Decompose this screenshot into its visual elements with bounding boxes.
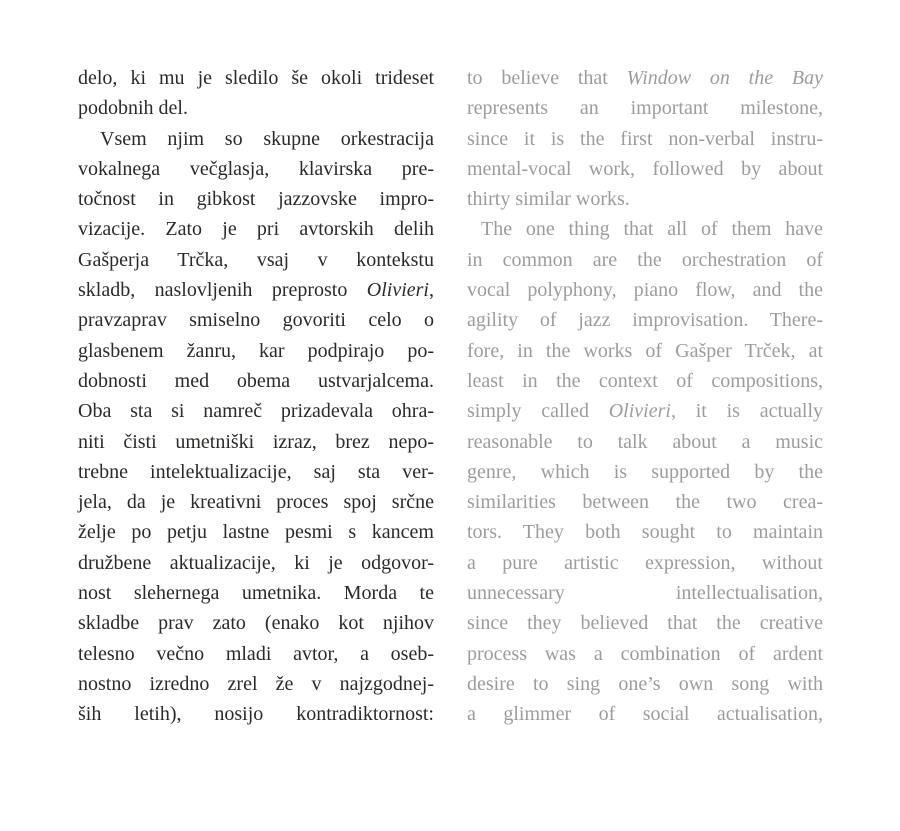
- text-segment: pravzaprav smiselno govoriti celo o: [78, 309, 434, 332]
- text-segment: a glimmer of social actualisation,: [467, 703, 823, 726]
- text-line: [78, 124, 434, 154]
- text-segment: reasonable to talk about a music: [467, 430, 823, 453]
- text-line: [78, 396, 434, 426]
- text-line: [78, 699, 434, 729]
- text-segment: thirty similar works.: [467, 188, 630, 211]
- text-segment: skladb, naslovljenih preprosto: [78, 279, 367, 302]
- text-line: [78, 245, 434, 275]
- text-segment: , it is actually: [670, 400, 823, 423]
- text-line: [467, 184, 823, 214]
- text-line: [467, 457, 823, 487]
- text-segment: vizacije. Zato je pri avtorskih delih: [78, 218, 434, 241]
- text-segment: podobnih del.: [78, 97, 188, 120]
- text-line: [78, 366, 434, 396]
- text-line: [467, 639, 823, 669]
- text-segment: glasbenem žanru, kar podpirajo po-: [78, 339, 434, 362]
- text-line: [78, 214, 434, 244]
- text-line: [78, 457, 434, 487]
- text-line: [467, 427, 823, 457]
- text-segment: želje po petju lastne pesmi s kancem: [78, 521, 434, 544]
- text-segment: nost slehernega umetnika. Morda te: [78, 582, 434, 605]
- italic-title: Window on the Bay: [626, 67, 823, 89]
- text-segment: mental-vocal work, followed by about: [467, 157, 823, 180]
- text-segment: družbene aktualizacije, ki je odgovor-: [78, 551, 434, 574]
- text-line: [78, 275, 434, 305]
- text-line: [467, 214, 823, 244]
- text-line: [467, 305, 823, 335]
- text-segment: trebne intelektualizacije, saj sta ver-: [78, 460, 434, 483]
- text-segment: simply called: [467, 400, 609, 423]
- italic-title: Olivieri: [608, 400, 671, 423]
- text-segment: unnecessary intellectualisation,: [467, 582, 823, 605]
- text-line: [78, 427, 434, 457]
- text-segment: telesno večno mladi avtor, a oseb-: [78, 642, 434, 665]
- text-line: [78, 578, 434, 608]
- text-line: [78, 487, 434, 517]
- text-segment: to believe that: [467, 67, 627, 89]
- text-segment: since they believed that the creative: [467, 612, 823, 635]
- text-line: [467, 396, 823, 426]
- text-segment: ših letih), nosijo kontradiktornost:: [78, 703, 434, 726]
- text-segment: nostno izredno zrel že v najzgodnej-: [78, 672, 434, 695]
- text-segment: similarities between the two crea-: [467, 491, 823, 514]
- text-line: [78, 63, 434, 93]
- text-segment: in common are the orchestration of: [467, 248, 823, 271]
- text-line: [467, 578, 823, 608]
- text-segment: jela, da je kreativni proces spoj srčne: [78, 491, 434, 514]
- text-line: [78, 154, 434, 184]
- text-line: [467, 517, 823, 547]
- text-line: [78, 305, 434, 335]
- text-segment: desire to sing one’s own song with: [467, 672, 823, 695]
- text-segment: a pure artistic expression, without: [467, 551, 823, 574]
- text-segment: Oba sta si namreč prizadevala ohra-: [78, 400, 434, 423]
- text-line: [467, 93, 823, 123]
- text-segment: represents an important milestone,: [467, 97, 823, 120]
- text-segment: skladbe prav zato (enako kot njihov: [78, 612, 434, 635]
- text-line: [78, 639, 434, 669]
- text-line: [78, 548, 434, 578]
- text-segment: The one thing that all of them have: [481, 218, 823, 241]
- text-line: [467, 366, 823, 396]
- text-segment: fore, in the works of Gašper Trček, at: [467, 339, 823, 362]
- text-line: [467, 669, 823, 699]
- text-line: [78, 608, 434, 638]
- text-segment: vokalnega večglasja, klavirska pre-: [78, 157, 434, 180]
- text-line: [78, 669, 434, 699]
- text-line: [467, 699, 823, 729]
- text-segment: tors. They both sought to maintain: [467, 521, 823, 544]
- text-line: [78, 184, 434, 214]
- text-segment: točnost in gibkost jazzovske impro-: [78, 188, 434, 211]
- text-line: [78, 517, 434, 547]
- text-line: [467, 608, 823, 638]
- text-line: [467, 336, 823, 366]
- text-line: [467, 487, 823, 517]
- text-line: [467, 154, 823, 184]
- text-line: [467, 548, 823, 578]
- text-line: [78, 93, 434, 123]
- text-segment: Vsem njim so skupne orkestracija: [100, 127, 434, 150]
- text-segment: ,: [429, 279, 434, 302]
- text-segment: least in the context of compositions,: [467, 369, 823, 392]
- text-segment: Gašperja Trčka, vsaj v kontekstu: [78, 248, 434, 271]
- text-segment: delo, ki mu je sledilo še okoli trideset: [78, 67, 434, 89]
- text-line: [467, 124, 823, 154]
- text-segment: since it is the first non-verbal instru-: [467, 127, 823, 150]
- text-segment: process was a combination of ardent: [467, 642, 823, 665]
- text-segment: agility of jazz improvisation. There-: [467, 309, 823, 332]
- text-segment: niti čisti umetniški izraz, brez nepo-: [78, 430, 434, 453]
- italic-title: Olivieri: [366, 279, 429, 302]
- text-line: [467, 275, 823, 305]
- text-column-slovenian: [78, 63, 434, 730]
- text-column-english: [467, 63, 823, 730]
- text-line: [467, 63, 823, 93]
- text-segment: genre, which is supported by the: [467, 460, 823, 483]
- text-line: [467, 245, 823, 275]
- text-line: [78, 336, 434, 366]
- text-segment: dobnosti med obema ustvarjalcema.: [78, 369, 434, 392]
- text-segment: vocal polyphony, piano flow, and the: [467, 279, 823, 302]
